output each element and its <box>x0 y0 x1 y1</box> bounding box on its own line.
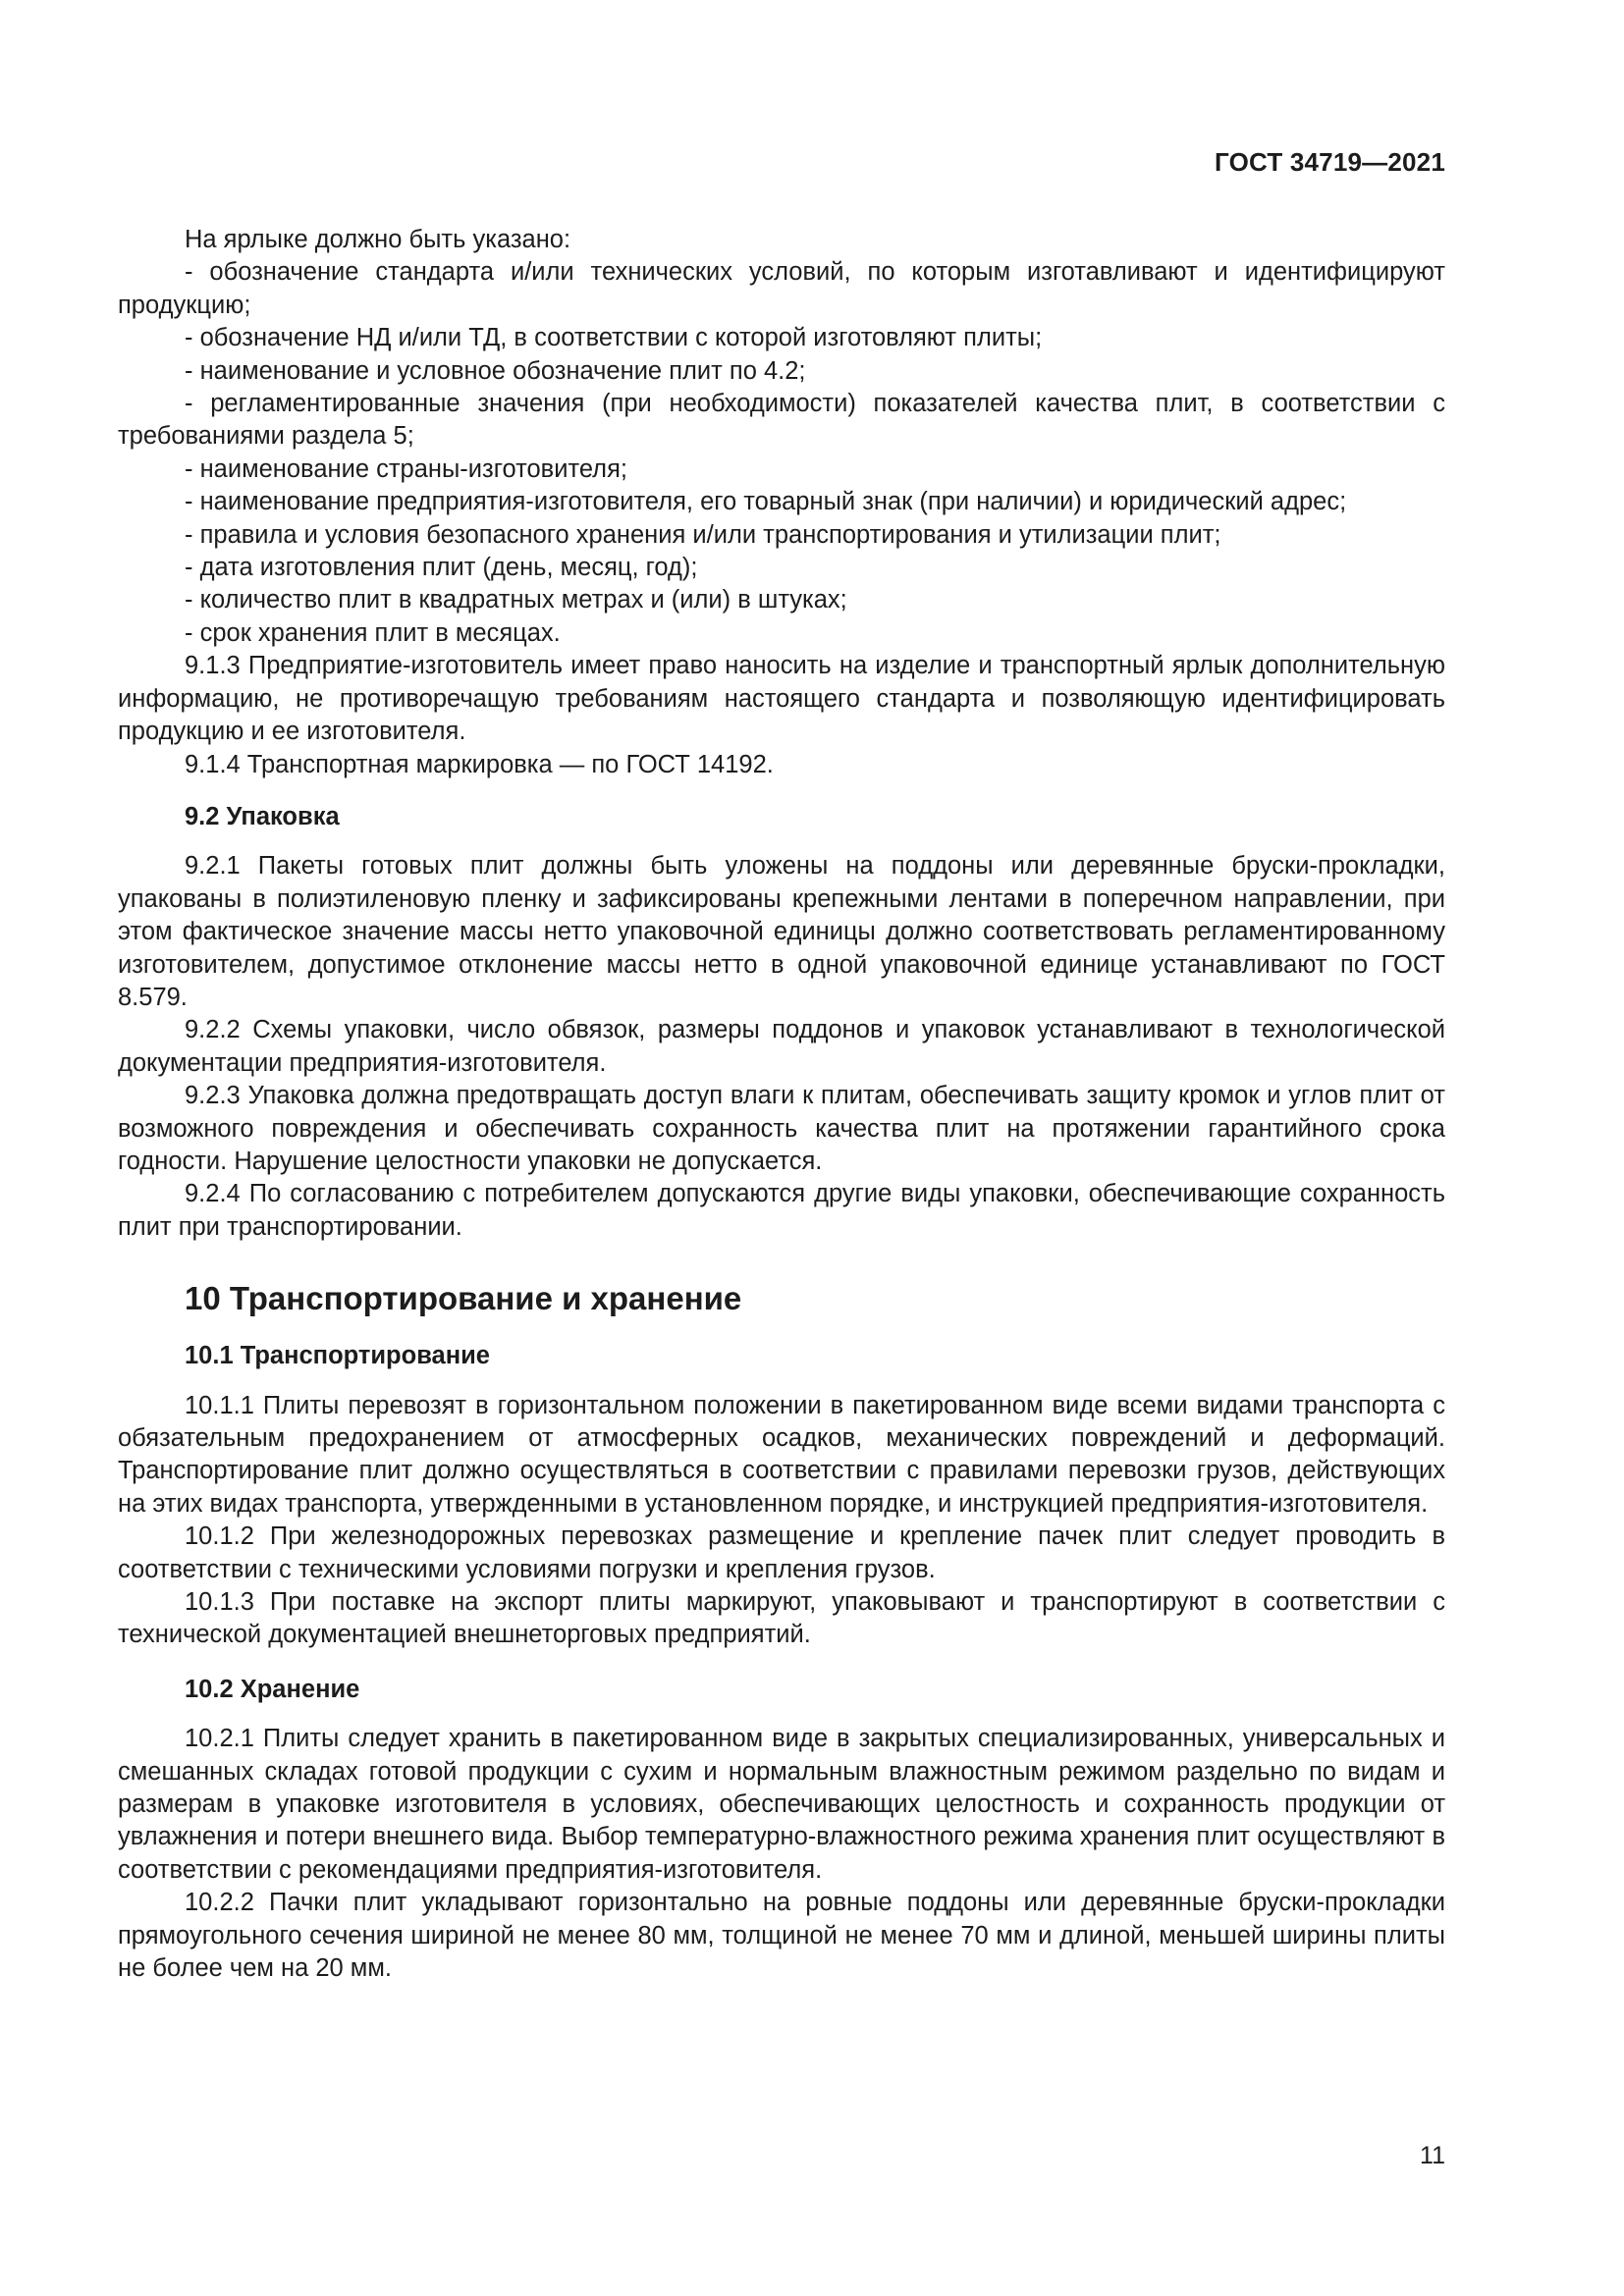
paragraph: 10.2.2 Пачки плит укладывают горизонтально на ровные поддоны или деревянные бруски-прокладки прямоугольного сечения шириной не менее 80 мм, толщиной не менее 70 мм и длиной, меньшей ширины плиты не более чем на 20 мм. <box>118 1889 1445 1983</box>
paragraph: 9.2.1 Пакеты готовых плит должны быть уложены на поддоны или деревянные бруски-прокладки, упакованы в полиэтиленовую пленку и зафиксированы крепежными лентами в поперечном направлении, при этом фактическое значение массы нетто упаковочной единицы должно соответствовать регламентированному изготовителем, допустимое отклонение массы нетто в одной упаковочной единице устанавливают по ГОСТ 8.579. <box>118 852 1445 1011</box>
list-item: - наименование страны-изготовителя; <box>185 454 627 483</box>
list-item: - обозначение НД и/или ТД, в соответствии с которой изготовляют плиты; <box>185 324 1043 352</box>
paragraph: 10.1.1 Плиты перевозят в горизонтальном положении в пакетированном виде всеми видами транспорта с обязательным предохранением от атмосферных осадков, механических повреждений и деформаций. Транспортирование плит должно осуществляться в соответствии с правилами перевозки грузов, действующих на этих видах транспорта, утвержденными в установленном порядке, и инструкцией предприятия-изготовителя. <box>118 1391 1445 1518</box>
list-item: - правила и условия безопасного хранения и/или транспортирования и утилизации плит; <box>185 520 1221 549</box>
list-item: - наименование и условное обозначение плит по 4.2; <box>185 356 806 385</box>
list-item: - срок хранения плит в месяцах. <box>185 618 561 647</box>
paragraph: 9.1.4 Транспортная маркировка — по ГОСТ 14192. <box>185 750 774 778</box>
paragraph: 9.2.4 По согласованию с потребителем допускаются другие виды упаковки, обеспечивающие сохранность плит при транспортировании. <box>118 1180 1445 1241</box>
list-item: - наименование предприятия-изготовителя, его товарный знак (при наличии) и юридический адрес; <box>185 488 1347 516</box>
paragraph: На ярлыке должно быть указано: <box>185 226 571 253</box>
list-item: - обозначение стандарта и/или технических условий, по которым изготавливают и идентифицируют продукцию; <box>118 258 1445 319</box>
list-item: - количество плит в квадратных метрах и (или) в штуках; <box>185 586 847 614</box>
list-item: - дата изготовления плит (день, месяц, год); <box>185 554 698 582</box>
page-number: 11 <box>1420 2142 1445 2169</box>
subsection-heading: 10.1 Транспортирование <box>185 1342 490 1370</box>
document-header-id: ГОСТ 34719—2021 <box>1215 147 1445 177</box>
subsection-heading: 9.2 Упаковка <box>185 802 340 830</box>
paragraph: 10.2.1 Плиты следует хранить в пакетированном виде в закрытых специализированных, универсальных и смешанных складах готовой продукции с сухим и нормальным влажностным режимом раздельно по видам и размерам в упаковке изготовителя в условиях, обеспечивающих целостность и сохранность продукции от увлажнения и потери внешнего вида. Выбор температурно-влажностного режима хранения плит осуществляют в соответствии с рекомендациями предприятия-изготовителя. <box>118 1725 1445 1884</box>
paragraph: 10.1.2 При железнодорожных перевозках размещение и крепление пачек плит следует проводить в соответствии с техническими условиями погрузки и крепления грузов. <box>118 1522 1445 1583</box>
paragraph: 9.1.3 Предприятие-изготовитель имеет право наносить на изделие и транспортный ярлык дополнительную информацию, не противоречащую требованиям настоящего стандарта и позволяющую идентифицировать продукцию и ее изготовителя. <box>118 652 1445 746</box>
subsection-heading: 10.2 Хранение <box>185 1675 360 1703</box>
list-item: - регламентированные значения (при необходимости) показателей качества плит, в соответствии с требованиями раздела 5; <box>118 390 1445 451</box>
paragraph: 9.2.3 Упаковка должна предотвращать доступ влаги к плитам, обеспечивать защиту кромок и углов плит от возможного повреждения и обеспечивать сохранность качества плит на протяжении гарантийного срока годности. Нарушение целостности упаковки не допускается. <box>118 1082 1445 1175</box>
section-heading: 10 Транспортирование и хранение <box>185 1280 742 1317</box>
paragraph: 10.1.3 При поставке на экспорт плиты маркируют, упаковывают и транспортируют в соответствии с технической документацией внешнеторговых предприятий. <box>118 1588 1445 1649</box>
document-body <box>118 224 1445 1986</box>
paragraph: 9.2.2 Схемы упаковки, число обвязок, размеры поддонов и упаковок устанавливают в технологической документации предприятия-изготовителя. <box>118 1016 1445 1077</box>
